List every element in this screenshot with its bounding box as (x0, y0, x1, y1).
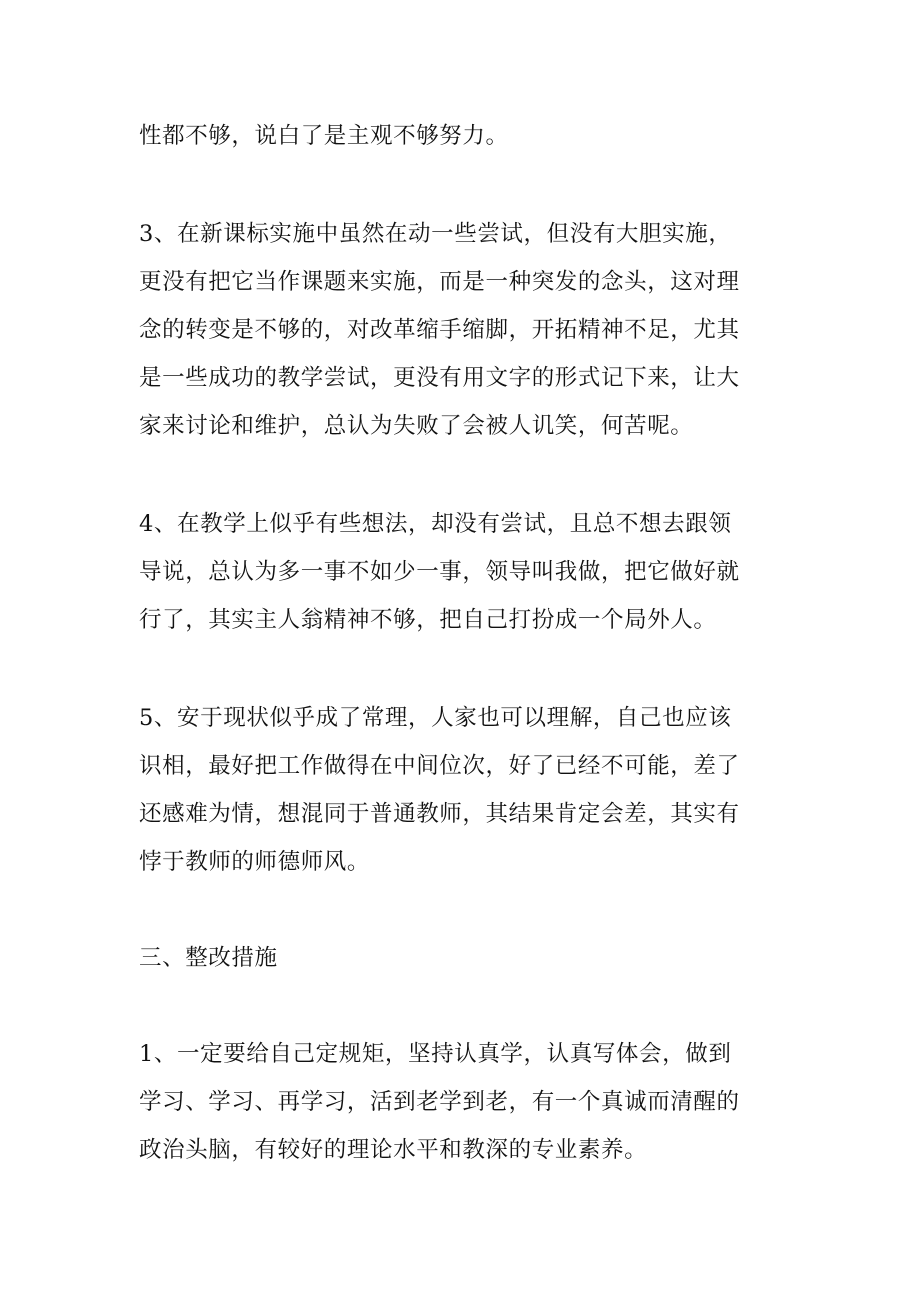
text-line: 性都不够，说白了是主观不够努力。 (139, 123, 509, 149)
text-line: 行了，其实主人翁精神不够，把自己打扮成一个局外人。 (139, 607, 717, 633)
text-line: 家来讨论和维护，总认为失败了会被人讥笑，何苦呢。 (139, 413, 694, 439)
text-line: 导说，总认为多一事不如少一事，领导叫我做，把它做好就 (139, 559, 740, 585)
text-line: 更没有把它当作课题来实施，而是一种突发的念头，这对理 (139, 269, 740, 295)
text-line: 悖于教师的师德师风。 (139, 849, 371, 875)
text-line: 1、一定要给自己定规矩，坚持认真学，认真写体会，做到 (139, 1041, 732, 1067)
text-line: 学习、学习、再学习，活到老学到老，有一个真诚而清醒的 (139, 1089, 740, 1115)
text-line: 识相，最好把工作做得在中间位次，好了已经不可能，差了 (139, 753, 740, 779)
text-line: 3、在新课标实施中虽然在动一些尝试，但没有大胆实施， (139, 221, 732, 247)
text-line: 4、在教学上似乎有些想法，却没有尝试，且总不想去跟领 (139, 511, 732, 537)
text-line: 5、安于现状似乎成了常理，人家也可以理解，自己也应该 (139, 705, 732, 731)
text-line: 政治头脑，有较好的理论水平和教深的专业素养。 (139, 1137, 648, 1163)
text-line: 念的转变是不够的，对改革缩手缩脚，开拓精神不足，尤其 (139, 317, 740, 343)
text-line: 是一些成功的教学尝试，更没有用文字的形式记下来，让大 (139, 365, 740, 391)
text-line: 还感难为情，想混同于普通教师，其结果肯定会差，其实有 (139, 801, 740, 827)
section-heading: 三、整改措施 (139, 945, 278, 971)
